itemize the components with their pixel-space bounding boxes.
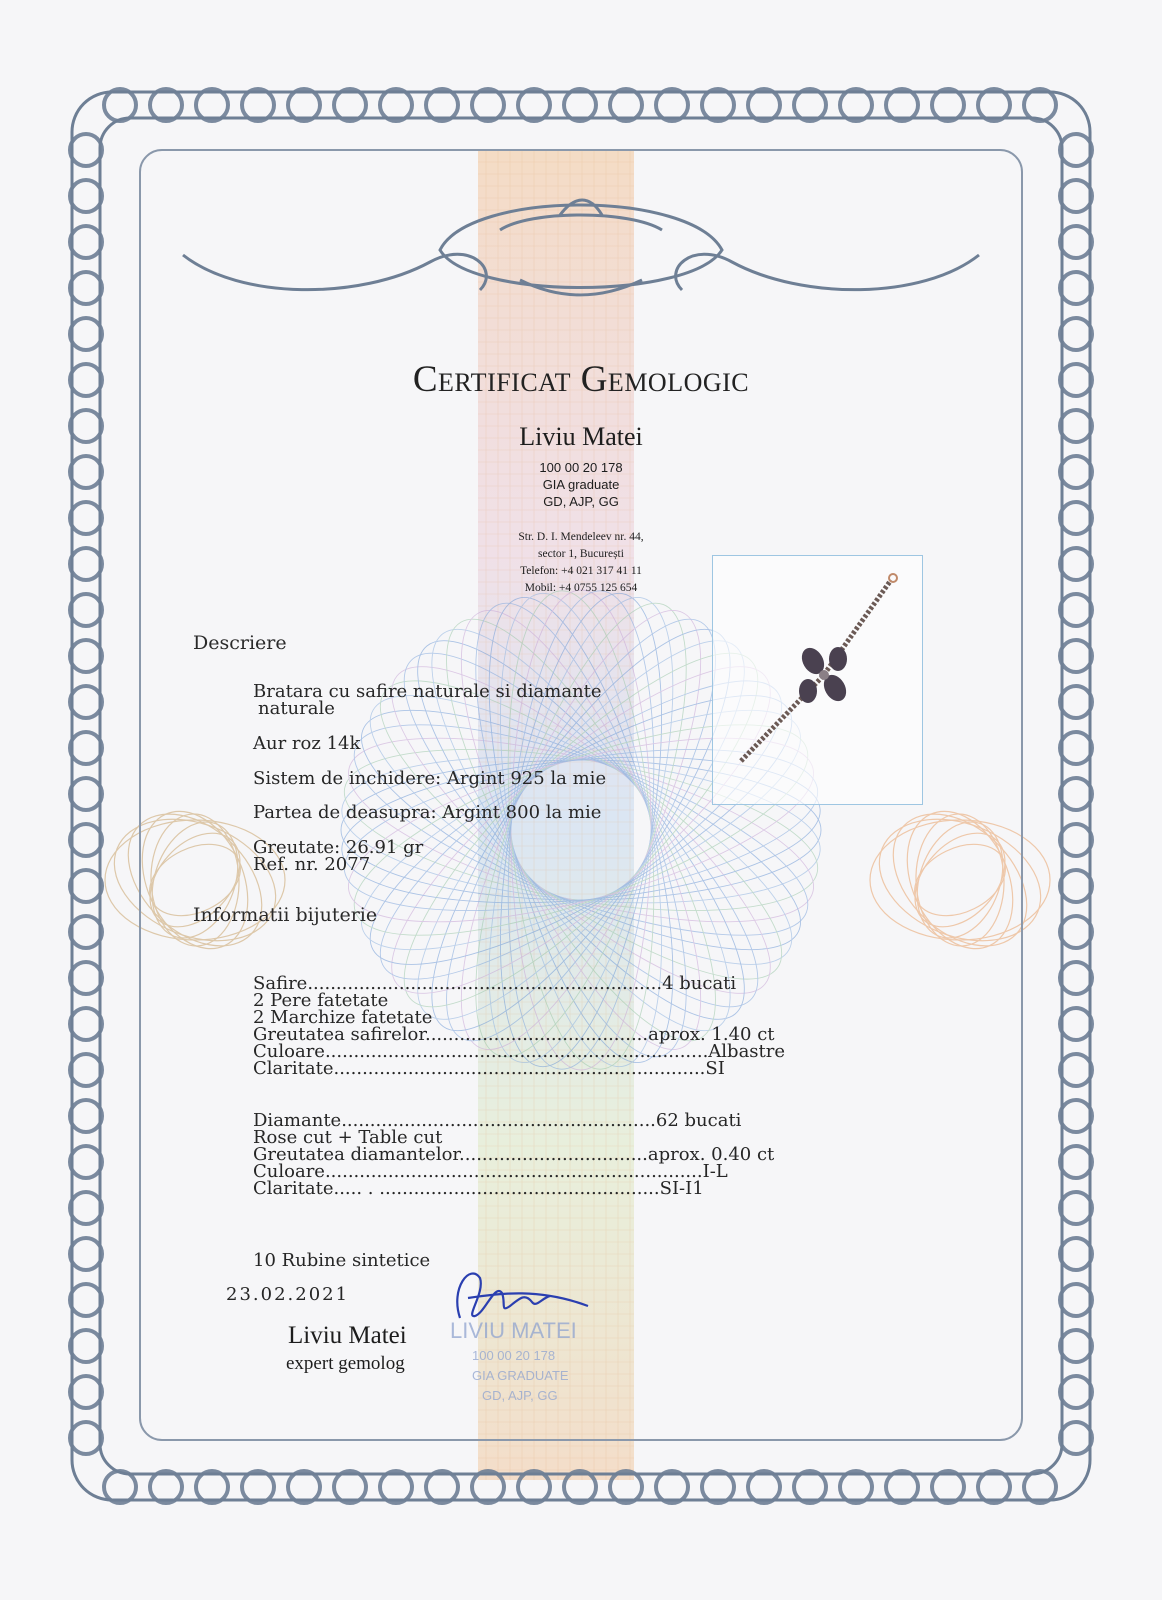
diamond-line: Rose cut + Table cut (253, 1127, 443, 1148)
border-loop (702, 89, 734, 121)
border-loop (242, 89, 274, 121)
border-loop (70, 1284, 102, 1316)
border-loop (794, 1471, 826, 1503)
certificate-date: 23.02.2021 (226, 1284, 350, 1305)
border-loop (1060, 1008, 1092, 1040)
expert-name: Liviu Matei (519, 422, 643, 451)
metal: Aur roz 14k (253, 733, 361, 754)
border-loop (1060, 1330, 1092, 1362)
border-loop (70, 1192, 102, 1224)
border-loop (196, 89, 228, 121)
border-loop (518, 89, 550, 121)
border-loop (70, 226, 102, 258)
border-loop (104, 1471, 136, 1503)
border-loop (1060, 594, 1092, 626)
border-loop (150, 1471, 182, 1503)
border-loop (104, 89, 136, 121)
border-loop (70, 1330, 102, 1362)
border-loop (1024, 89, 1056, 121)
border-loop (70, 916, 102, 948)
stamp-designations: GD, AJP, GG (482, 1388, 558, 1403)
border-loop (932, 1471, 964, 1503)
border-loop (656, 89, 688, 121)
border-loop (840, 89, 872, 121)
border-loop (748, 89, 780, 121)
border-loop (1060, 870, 1092, 902)
border-loop (610, 89, 642, 121)
border-loop (1060, 824, 1092, 856)
signer-name: Liviu Matei (288, 1322, 407, 1349)
stamp-name: LIVIU MATEI (450, 1318, 577, 1343)
border-loop (70, 134, 102, 166)
description-heading: Descriere (193, 632, 287, 654)
border-loop (380, 89, 412, 121)
border-loop (1060, 1422, 1092, 1454)
border-loop (380, 1471, 412, 1503)
guilloche-loop (868, 788, 1052, 971)
weight: Greutate: 26.91 gr (253, 837, 424, 858)
border-loop (70, 594, 102, 626)
border-loop (1060, 1054, 1092, 1086)
guilloche-loop (902, 810, 1018, 950)
info-heading: Informatii bijuterie (193, 904, 378, 926)
expert-stamp (442, 1318, 612, 1428)
mobile: Mobil: +4 0755 125 654 (524, 582, 638, 594)
item-line2: naturale (258, 698, 335, 719)
border-loop (196, 1471, 228, 1503)
border-loop (70, 318, 102, 350)
border-loop (70, 686, 102, 718)
border-loop (1060, 1238, 1092, 1270)
border-loop (334, 89, 366, 121)
border-loop (840, 1471, 872, 1503)
border-loop (1060, 686, 1092, 718)
stamp-credential: GIA GRADUATE (472, 1368, 569, 1383)
border-loop (794, 89, 826, 121)
border-loop (1060, 732, 1092, 764)
border-loop (70, 1054, 102, 1086)
border-loop (1060, 962, 1092, 994)
guilloche-loop (137, 810, 253, 950)
border-loop (1060, 180, 1092, 212)
border-loop (150, 89, 182, 121)
border-loop (70, 824, 102, 856)
rubies-line: 10 Rubine sintetice (253, 1250, 431, 1271)
id-number: 100 00 20 178 (539, 460, 623, 475)
border-loop (288, 1471, 320, 1503)
address-line2: sector 1, București (538, 548, 624, 560)
sapphire-line: 2 Pere fatetate (253, 990, 389, 1011)
border-loop (656, 1471, 688, 1503)
border-loop (1060, 134, 1092, 166)
guilloche-loop (861, 797, 1059, 964)
border-loop (70, 1008, 102, 1040)
border-loop (70, 1146, 102, 1178)
border-loop (886, 89, 918, 121)
sapphire-line: Claritate.................................................................SI (253, 1058, 725, 1079)
item-line1: Bratara cu safire naturale si diamante (253, 681, 602, 702)
border-loop (426, 89, 458, 121)
border-loop (1060, 226, 1092, 258)
border-loop (472, 89, 504, 121)
sapphire-line: Safire..............................................................4 bucati (253, 973, 737, 994)
border-loop (978, 89, 1010, 121)
signer-role: expert gemolog (286, 1353, 405, 1374)
border-loop (426, 1471, 458, 1503)
diamond-line: Greutatea diamantelor.................................aprox. 0.40 ct (253, 1144, 775, 1165)
border-loop (1060, 1376, 1092, 1408)
diamond-line: Culoare..................................................................I-L (253, 1161, 728, 1182)
credential: GIA graduate (542, 477, 620, 492)
border-loop (334, 1471, 366, 1503)
jewelry-photo (712, 555, 923, 805)
border-loop (242, 1471, 274, 1503)
border-loop (70, 1238, 102, 1270)
border-loop (70, 272, 102, 304)
border-loop (564, 89, 596, 121)
border-loop (748, 1471, 780, 1503)
address-line1: Str. D. I. Mendeleev nr. 44, (518, 531, 644, 543)
border-loop (1060, 1146, 1092, 1178)
phone: Telefon: +4 021 317 41 11 (520, 565, 642, 577)
border-loop (1024, 1471, 1056, 1503)
border-loop (1060, 778, 1092, 810)
border-loop (1060, 272, 1092, 304)
border-loop (702, 1471, 734, 1503)
border-loop (1060, 1284, 1092, 1316)
border-loop (1060, 916, 1092, 948)
reference: Ref. nr. 2077 (253, 854, 371, 875)
border-loop (70, 180, 102, 212)
sapphire-line: 2 Marchize fatetate (253, 1007, 433, 1028)
sapphire-line: Greutatea safirelor.......................................aprox. 1.40 ct (253, 1024, 775, 1045)
designations: GD, AJP, GG (543, 494, 619, 509)
border-loop (70, 1376, 102, 1408)
diamond-line: Diamante.......................................................62 bucati (253, 1110, 742, 1131)
border-loop (1060, 640, 1092, 672)
diamond-line: Claritate..... . .................................................SI-I1 (253, 1178, 704, 1199)
clasp: Sistem de inchidere: Argint 925 la mie (253, 768, 607, 789)
border-loop (70, 1100, 102, 1132)
bracelet-image (713, 556, 922, 804)
border-loop (978, 1471, 1010, 1503)
border-loop (1060, 318, 1092, 350)
border-loop (70, 962, 102, 994)
border-loop (70, 640, 102, 672)
border-loop (70, 1422, 102, 1454)
border-loop (932, 89, 964, 121)
top-part: Partea de deasupra: Argint 800 la mie (253, 802, 602, 823)
border-loop (288, 89, 320, 121)
border-loop (1060, 1192, 1092, 1224)
border-loop (1060, 1100, 1092, 1132)
border-loop (70, 732, 102, 764)
certificate-title: Certificat Gemologic (412, 359, 750, 400)
border-loop (70, 778, 102, 810)
border-loop (886, 1471, 918, 1503)
border-loop (70, 870, 102, 902)
sapphire-line: Culoare...................................................................Albastre (253, 1041, 786, 1062)
stamp-number: 100 00 20 178 (472, 1348, 556, 1363)
